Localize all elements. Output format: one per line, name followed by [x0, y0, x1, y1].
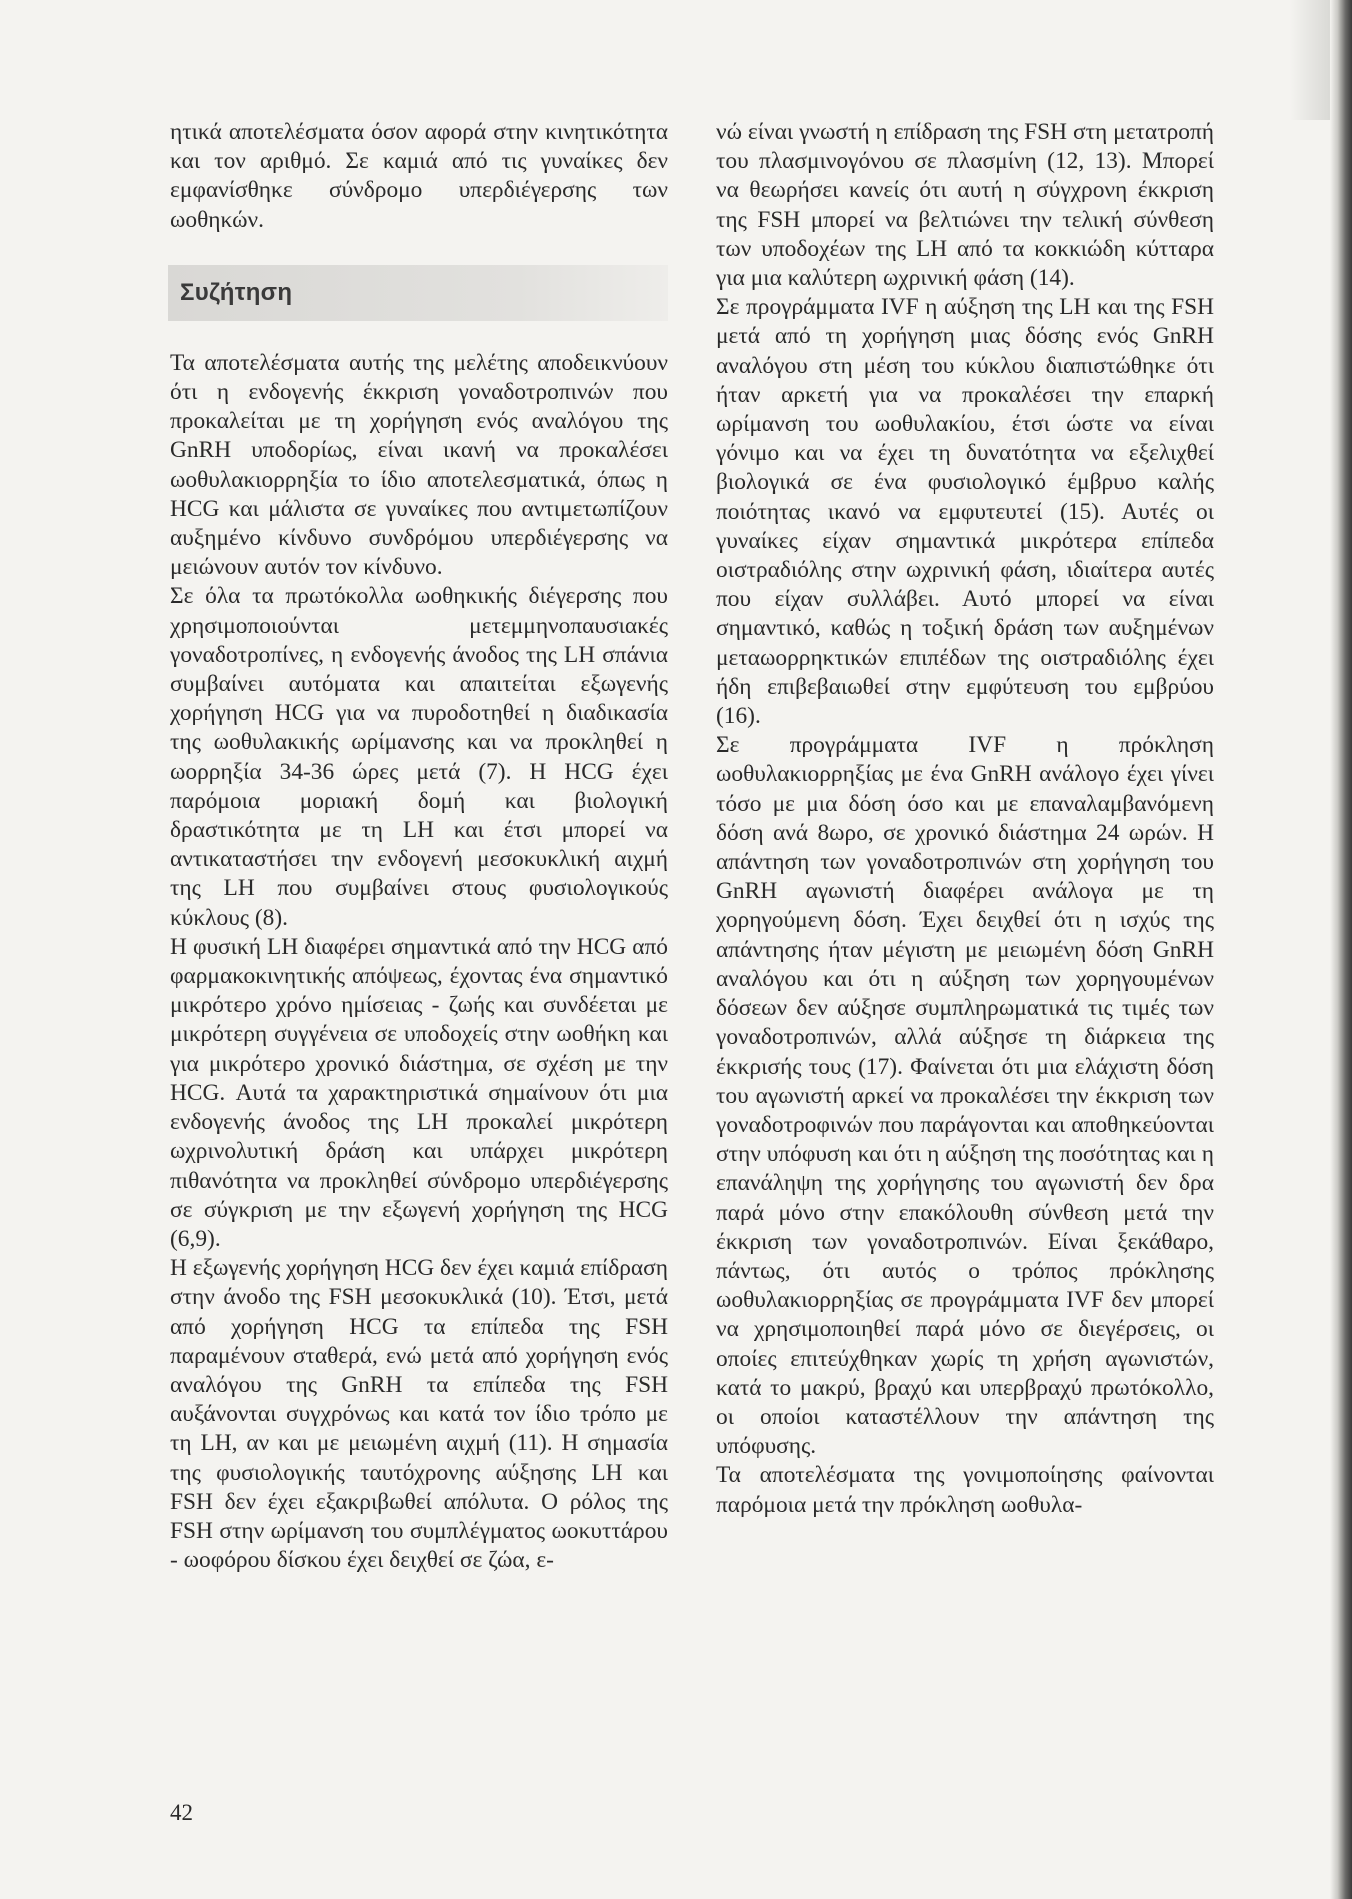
body-paragraph: Η φυσική LH διαφέρει σημαντικά από την HCG από φαρμακοκινητικής απόψεως, έχοντας ένα σημαντικό μικρότερο χρόνο ημίσειας - ζωής και συνδέεται με μικρότερη συγγένεια σε υποδοχείς στην ωοθήκη και για μικρότερο χρονικό διάστημα, σε σχέση με την HCG. Αυτά τα χαρακτηριστικά σημαίνουν ότι μια ενδογενής άνοδος της LH προκαλεί μικρότερη ωχρινολυτική δράση και υπάρχει μικρότερη πιθανότητα να προκληθεί σύνδρομο υπερδιέγερσης σε σύγκριση με την εξωγενή χορήγηση της HCG (6,9).: [170, 933, 668, 1252]
section-heading-discussion: [168, 265, 668, 321]
body-paragraph: Η εξωγενής χορήγηση HCG δεν έχει καμιά επίδραση στην άνοδο της FSH μεσοκυκλικά (10). Έτσι, μετά από χορήγηση HCG τα επίπεδα της FSH παραμένουν σταθερά, ενώ μετά από χορήγηση ενός αναλόγου της GnRH τα επίπεδα της FSH αυξάνονται συγχρόνως και κατά τον ίδιο τρόπο με τη LH, αν και με μειωμένη αιχμή (11). Η σημασία της φυσιολογικής ταυτόχρονης αύξησης LH και FSH δεν έχει εξακριβωθεί απόλυτα. Ο ρόλος της FSH στην ωρίμανση του συμπλέγματος ωοκυττάρου - ωοφόρου δίσκου έχει δειχθεί σε ζώα, ε-: [170, 1255, 668, 1574]
left-text-column: [170, 118, 668, 1575]
page-number: 42: [170, 1800, 193, 1825]
body-paragraph: Σε προγράμματα IVF η πρόκληση ωοθυλακιορρηξίας με ένα GnRH ανάλογο έχει γίνει τόσο με μια δόση όσο και με επαναλαμβανόμενη δόση ανά 8ωρο, σε χρονικό διάστημα 24 ωρών. Η απάντηση των γοναδοτροπινών στη χορήγηση του GnRH αγωνιστή διαφέρει ανάλογα με τη χορηγούμενη δόση. Έχει δειχθεί ότι η ισχύς της απάντησης ήταν μέγιστη με μειωμένη δόση GnRH αναλόγου και ότι η αύξηση των χορηγουμένων δόσεων δεν αύξησε συμπληρωματικά τις τιμές των γοναδοτροπινών, αλλά αύξησε τη διάρκεια της έκκρισής τους (17). Φαίνεται ότι μια ελάχιστη δόση του αγωνιστή αρκεί να προκαλέσει την έκκριση των γοναδοτροφινών που παράγονται και αποθηκεύονται στην υπόφυση και ότι η αύξηση της ποσότητας και η επανάληψη της χορήγησης του αγωνιστή δεν δρα παρά μόνο στην επακόλουθη σύνθεση μετά την έκκριση των γοναδοτροπινών. Είναι ξεκάθαρο, πάντως, ότι αυτός ο τρόπος πρόκλησης ωοθυλακιορρηξίας σε προγράμματα IVF δεν μπορεί να χρησιμοποιηθεί παρά μόνο σε διεγέρσεις, οι οποίες επιτεύχθηκαν χωρίς τη χρήση αγωνιστών, κατά το μακρύ, βραχύ και υπερβραχύ πρωτόκολλο, οι οποίοι καταστέλλουν την απάντηση της υπόφυσης.: [716, 732, 1214, 1460]
body-paragraph: Σε προγράμματα IVF η αύξηση της LH και της FSH μετά από τη χορήγηση μιας δόσης ενός GnRH αναλόγου στη μέση του κύκλου διαπιστώθηκε ότι ήταν αρκετή για να προκαλέσει την επαρκή ωρίμανση του ωοθυλακίου, έτσι ώστε να είναι γόνιμο και να έχει τη δυνατότητα να εξελιχθεί βιολογικά σε ένα φυσιολογικό έμβρυο καλής ποιότητας ικανό να εμφυτευτεί (15). Αυτές οι γυναίκες είχαν σημαντικά μικρότερα επίπεδα οιστραδιόλης στην ωχρινική φάση, ιδιαίτερα αυτές που είχαν συλλάβει. Αυτό μπορεί να είναι σημαντικό, καθώς η τοξική δράση των αυξημένων μεταωορρηκτικών επιπέδων της οιστραδιόλης έχει ήδη επιβεβαιωθεί στην εμφύτευση του εμβρύου (16).: [716, 294, 1214, 730]
intro-paragraph: ητικά αποτελέσματα όσον αφορά στην κινητικότητα και τον αριθμό. Σε καμιά από τις γυναίκες δεν εμφανίσθηκε σύνδρομο υπερδιέγερσης των ωοθηκών.: [170, 119, 668, 233]
right-text-column: [716, 118, 1214, 1520]
section-heading-label: Συζήτηση: [180, 279, 293, 307]
body-paragraph: Σε όλα τα πρωτόκολλα ωοθηκικής διέγερσης που χρησιμοποιούνται μετεμμηνοπαυσιακές γοναδοτροπίνες, η ενδογενής άνοδος της LH σπάνια συμβαίνει αυτόματα και απαιτείται εξωγενής χορήγηση HCG για να πυροδοτηθεί η διαδικασία της ωοθυλακικής ωρίμανσης και να προκληθεί η ωορρηξία 34-36 ώρες μετά (7). Η HCG έχει παρόμοια μοριακή δομή και βιολογική δραστικότητα με τη LH και έτσι μπορεί να αντικαταστήσει την ενδογενή μεσοκυκλική αιχμή της LH που συμβαίνει στους φυσιολογικούς κύκλους (8).: [170, 583, 668, 931]
body-paragraph: Τα αποτελέσματα αυτής της μελέτης αποδεικνύουν ότι η ενδογενής έκκριση γοναδοτροπινών που προκαλείται με τη χορήγηση ενός αναλόγου της GnRH υποδορίως, είναι ικανή να προκαλέσει ωοθυλακιορρηξία το ίδιο αποτελεσματικά, όπως η HCG και μάλιστα σε γυναίκες που αντιμετωπίζουν αυξημένο κίνδυνο συνδρόμου υπερδιέγερσης να μειώνουν αυτόν τον κίνδυνο.: [170, 349, 668, 581]
body-paragraph: νώ είναι γνωστή η επίδραση της FSH στη μετατροπή του πλασμινογόνου σε πλασμίνη (12, 13). Μπορεί να θεωρήσει κανείς ότι αυτή η σύγχρονη έκκριση της FSH μπορεί να βελτιώνει την τελική σύνθεση των υποδοχέων της LH από τα κοκκιώδη κύτταρα για μια καλύτερη ωχρινική φάση (14).: [716, 119, 1214, 292]
body-paragraph: Τα αποτελέσματα της γονιμοποίησης φαίνονται παρόμοια μετά την πρόκληση ωοθυλα-: [716, 1462, 1214, 1518]
page-gutter-shadow: [1290, 0, 1330, 120]
book-spine-edge: [1330, 0, 1352, 1899]
